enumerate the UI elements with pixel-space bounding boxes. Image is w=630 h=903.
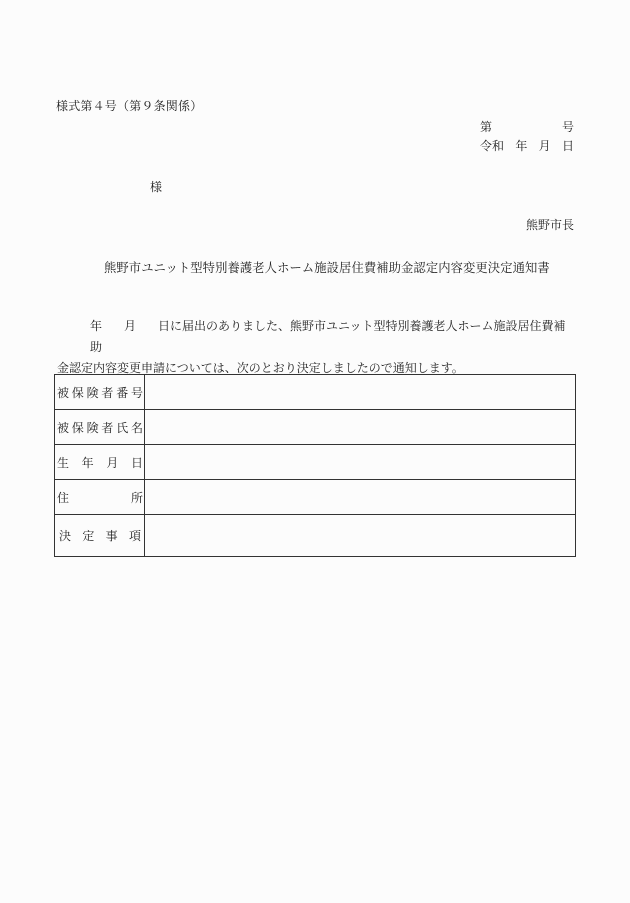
body-date-year: 年 (90, 319, 103, 333)
date-year: 年 (515, 139, 528, 153)
table-row-decision (55, 515, 576, 557)
document-title: 熊野市ユニット型特別養護老人ホーム施設居住費補助金認定内容変更決定通知書 (104, 261, 550, 275)
document-number-suffix: 号 (561, 120, 574, 134)
label-char: 者 (101, 385, 114, 400)
label-char: 所 (130, 490, 143, 505)
label-char: 項 (128, 529, 141, 543)
issuer: 熊野市長 (525, 218, 574, 232)
date-month: 月 (538, 139, 551, 153)
label-char: 険 (86, 385, 99, 400)
table-row-address (55, 480, 576, 515)
label-insured-number (55, 375, 145, 410)
date-day: 日 (561, 139, 574, 153)
value-insured-name[interactable] (145, 410, 576, 445)
table-row-insured-name (55, 410, 576, 445)
label-char: 日 (130, 455, 143, 470)
value-insured-number[interactable] (145, 375, 576, 410)
addressee: 様 (150, 180, 163, 194)
document-number-prefix: 第 (480, 120, 493, 134)
label-char: 者 (101, 420, 114, 435)
label-char: 名 (130, 420, 143, 435)
label-char: 被 (57, 385, 70, 400)
value-birthdate[interactable] (145, 445, 576, 480)
label-char: 保 (71, 385, 84, 400)
label-char: 保 (71, 420, 84, 435)
label-char: 生 (57, 455, 70, 470)
label-char: 住 (57, 490, 70, 505)
body-line-1-text: 日に届出のありました、熊野市ユニット型特別養護老人ホーム施設居住費補助 (90, 319, 566, 354)
label-insured-name (55, 410, 145, 445)
label-char: 年 (81, 455, 94, 470)
body-line-1 (57, 316, 577, 358)
label-char: 番 (116, 385, 129, 400)
table-row-birthdate (55, 445, 576, 480)
label-char: 事 (105, 529, 118, 543)
label-address (55, 480, 145, 515)
label-char: 決 (59, 529, 72, 543)
body-line-2: 金認定内容変更申請については、次のとおり決定しましたので通知します。 (57, 361, 464, 375)
label-decision (55, 515, 145, 557)
date-era: 令和 (480, 139, 505, 153)
document-date (480, 137, 574, 154)
label-char: 氏 (116, 420, 129, 435)
label-char: 月 (106, 455, 119, 470)
value-address[interactable] (145, 480, 576, 515)
label-char: 被 (57, 420, 70, 435)
label-char: 険 (86, 420, 99, 435)
body-text (57, 316, 577, 379)
label-birthdate (55, 445, 145, 480)
form-number: 様式第４号（第９条関係） (56, 99, 203, 113)
label-char: 定 (82, 529, 95, 543)
value-decision[interactable] (145, 515, 576, 557)
info-table (54, 374, 576, 557)
document-number (480, 118, 574, 135)
body-date-month: 月 (124, 319, 137, 333)
table-row-insured-number (55, 375, 576, 410)
label-char: 号 (130, 385, 143, 400)
